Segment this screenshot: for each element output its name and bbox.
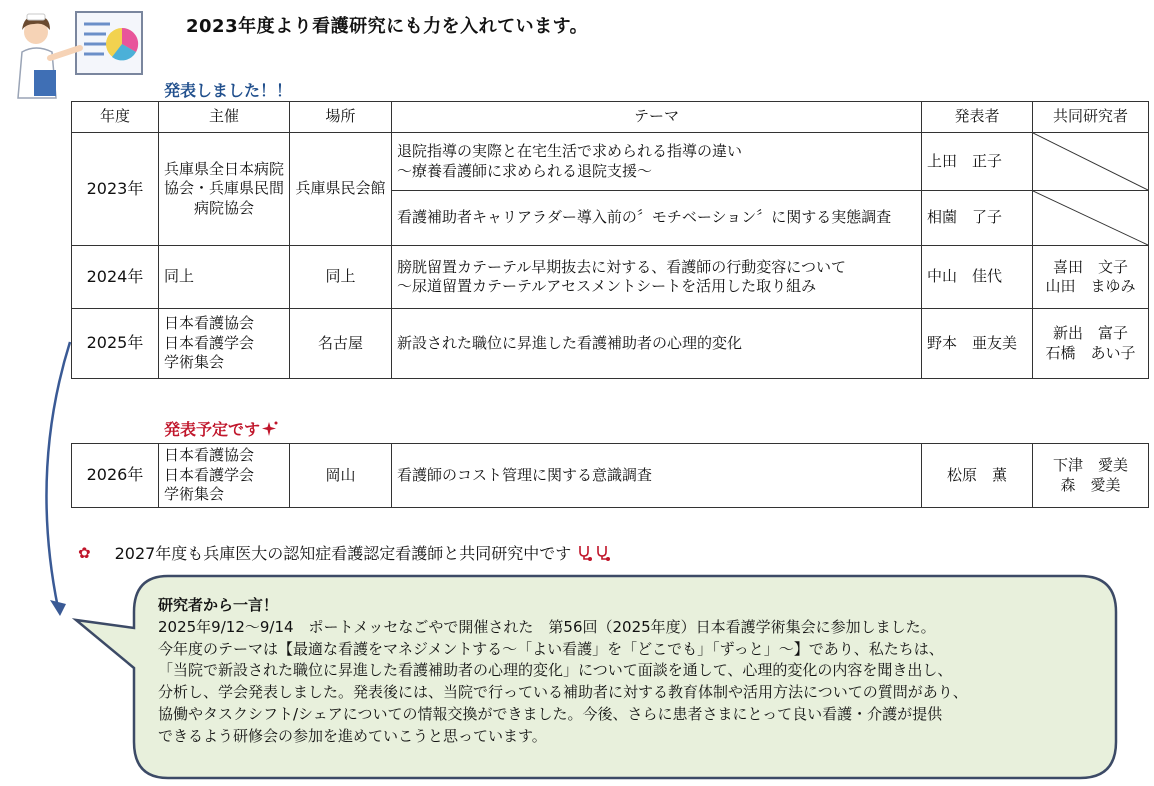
theme-cell: 新設された職位に昇進した看護補助者の心理的変化: [392, 309, 922, 379]
place-cell: 名古屋: [290, 309, 392, 379]
year-cell: 2023年: [72, 133, 159, 246]
bubble-body: 2025年9/12～9/14 ポートメッセなごやで開催された 第56回（2025年度）日本看護学術集会に参加しました。 今年度のテーマは【最適な看護をマネジメントする～「よい看護」を「どこでも」「ずっと」～】であり、私たちは、 「当院で新設された職位に昇進した看護補助者の心理的変化」について面談を通して、心理的変化の内容を聞き出し、 分析し、学会発表しました。発表後には、当院で行っている補助者に対する教育体制や活用方法についての質問があり、 協働やタスクシフト/シェアについての情報交換ができました。今後、さらに患者さまにとって良い看護・介護が提供 できるよう研修会の参加を進めていこうと思っています。: [158, 617, 968, 745]
presented-label: 発表しました！！: [164, 81, 293, 100]
host-cell: 日本看護協会 日本看護学会 学術集会: [159, 444, 290, 508]
year-cell: 2026年: [72, 444, 159, 508]
theme-cell: 看護補助者キャリアラダー導入前の〞モチベーション〞に関する実態調査: [392, 191, 922, 246]
co-researcher-cell: 下津 愛美 森 愛美: [1033, 444, 1149, 508]
planned-label: 発表予定です: [164, 420, 261, 439]
theme-cell: 膀胱留置カテーテル早期抜去に対する、看護師の行動変容について ～尿道留置カテーテルアセスメントシートを活用した取り組み: [392, 246, 922, 309]
col-header-theme: テーマ: [392, 102, 922, 133]
presenter-cell: 上田 正子: [922, 133, 1033, 191]
arrow-head: [50, 600, 66, 616]
col-header-year: 年度: [72, 102, 159, 133]
place-cell: 同上: [290, 246, 392, 309]
host-cell: 兵庫県全日本病院協会・兵庫県民間病院協会: [159, 133, 290, 246]
theme-cell: 看護師のコスト管理に関する意識調査: [392, 444, 922, 508]
bubble-title: 研究者から一言！: [158, 596, 279, 614]
col-header-host: 主催: [159, 102, 290, 133]
host-cell: 同上: [159, 246, 290, 309]
presenter-cell: 相薗 了子: [922, 191, 1033, 246]
theme-cell: 退院指導の実際と在宅生活で求められる指導の違い ～療養看護師に求められる退院支援～: [392, 133, 922, 191]
col-header-co-researcher: 共同研究者: [1033, 102, 1149, 133]
bubble-content: [158, 595, 1108, 747]
presenter-cell: 松原 薫: [922, 444, 1033, 508]
presenter-cell: 中山 佳代: [922, 246, 1033, 309]
col-header-place: 場所: [290, 102, 392, 133]
place-cell: 岡山: [290, 444, 392, 508]
flower-icon: ✿: [78, 543, 91, 562]
year-cell: 2024年: [72, 246, 159, 309]
col-header-presenter: 発表者: [922, 102, 1033, 133]
page-headline: 2023年度より看護研究にも力を入れています。: [186, 16, 589, 37]
year-cell: 2025年: [72, 309, 159, 379]
connector-arrow: [46, 342, 70, 608]
presenter-cell: 野本 亜友美: [922, 309, 1033, 379]
host-cell: 日本看護協会 日本看護学会 学術集会: [159, 309, 290, 379]
place-cell: 兵庫県民会館: [290, 133, 392, 246]
co-researcher-cell: 喜田 文子 山田 まゆみ: [1033, 246, 1149, 309]
co-researcher-cell: 新出 富子 石橋 あい子: [1033, 309, 1149, 379]
note-text: 2027年度も兵庫医大の認知症看護認定看護師と共同研究中です: [114, 544, 572, 563]
